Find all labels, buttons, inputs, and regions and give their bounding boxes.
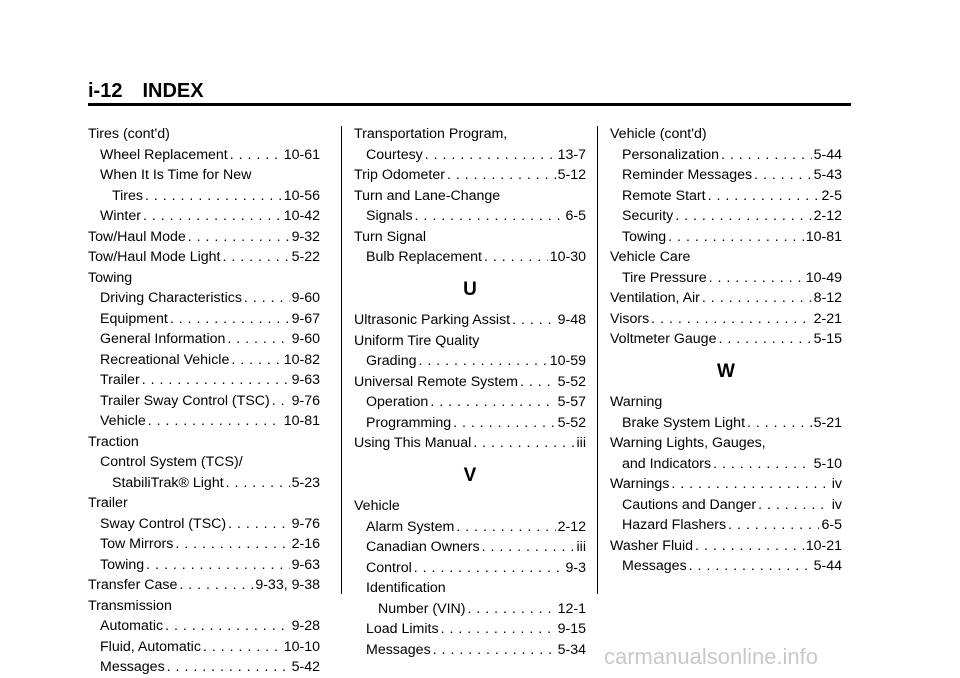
page-reference: 8-12 <box>813 290 842 306</box>
index-entry <box>88 329 320 350</box>
entry-term: Driving Characteristics <box>100 290 242 306</box>
index-entry <box>610 165 842 186</box>
index-column-3 <box>610 124 842 577</box>
leader-dots <box>484 247 548 268</box>
entry-term: Warning Lights, Gauges, <box>610 435 766 451</box>
entry-term: Voltmeter Gauge <box>610 331 717 347</box>
entry-term: Transfer Case <box>88 577 178 593</box>
page-reference: 10-21 <box>805 537 842 554</box>
leader-dots <box>231 350 281 371</box>
entry-term: Canadian Owners <box>366 539 480 555</box>
entry-term: Tire Pressure <box>622 269 707 286</box>
index-entry <box>354 413 586 434</box>
index-entry <box>354 247 586 268</box>
entry-term: Traction <box>88 433 139 450</box>
page-reference: 10-81 <box>283 413 320 429</box>
leader-dots <box>671 474 829 495</box>
page-reference: 5-57 <box>557 394 586 410</box>
leader-dots <box>414 558 564 579</box>
entry-term: Load Limits <box>366 621 439 637</box>
index-entry <box>88 493 320 514</box>
leader-dots <box>456 517 555 538</box>
entry-term: Vehicle <box>354 498 400 514</box>
entry-term: Uniform Tire Quality <box>354 332 480 349</box>
leader-dots <box>223 247 290 268</box>
entry-term: Warnings <box>610 476 670 492</box>
entry-term: Equipment <box>100 310 168 327</box>
leader-dots <box>689 556 812 577</box>
entry-term: Personalization <box>622 146 720 163</box>
index-entry <box>610 495 842 516</box>
entry-term: General Information <box>100 331 226 347</box>
index-entry <box>354 578 586 599</box>
index-entry <box>354 206 586 227</box>
index-entry <box>88 145 320 166</box>
leader-dots <box>415 206 564 227</box>
entry-term: Messages <box>622 558 687 574</box>
page-reference: 5-42 <box>291 659 320 675</box>
page-reference: 5-22 <box>291 249 320 265</box>
index-entry <box>354 599 586 620</box>
index-entry <box>354 558 586 579</box>
page-reference: 12-1 <box>557 600 586 617</box>
leader-dots <box>425 145 556 166</box>
leader-dots <box>728 515 819 536</box>
entry-term: Hazard Flashers <box>622 517 727 533</box>
page-reference: 5-15 <box>813 331 842 347</box>
index-column-1 <box>88 124 320 678</box>
leader-dots <box>651 309 811 330</box>
index-entry <box>88 596 320 617</box>
page-reference: iv <box>831 496 842 513</box>
section-letter: U <box>463 278 477 300</box>
entry-term: Universal Remote System <box>354 373 518 390</box>
entry-term: Control <box>366 559 412 576</box>
entry-term: Operation <box>366 394 429 410</box>
index-entry <box>354 351 586 372</box>
index-entry <box>88 555 320 576</box>
page-reference: iii <box>576 435 586 451</box>
index-entry <box>88 350 320 371</box>
section-letter: V <box>463 464 477 486</box>
leader-dots <box>170 309 290 330</box>
entry-term: Towing <box>88 269 133 286</box>
watermark: carmanualsonline.info <box>604 644 819 669</box>
entry-term: Reminder Messages <box>622 167 753 183</box>
index-entry <box>610 227 842 248</box>
page-reference: 10-81 <box>805 228 842 245</box>
page-reference: 5-10 <box>813 455 842 472</box>
index-entry <box>354 145 586 166</box>
page-reference: 10-49 <box>805 269 842 286</box>
column-divider <box>341 126 342 594</box>
leader-dots <box>713 454 811 475</box>
page-header <box>88 80 224 103</box>
leader-dots <box>482 537 575 558</box>
leader-dots <box>272 391 290 412</box>
page-reference: 9-48 <box>557 312 586 328</box>
entry-term: Washer Fluid <box>610 537 694 554</box>
entry-term: Transmission <box>88 597 172 614</box>
entry-term: Turn and Lane-Change <box>354 187 501 204</box>
index-entry <box>88 473 320 494</box>
entry-term: StabiliTrak® Light <box>112 474 224 491</box>
entry-term: Tires <box>112 187 144 204</box>
index-entry <box>610 392 842 413</box>
index-entry <box>88 575 320 596</box>
entry-term: Ventilation, Air <box>610 290 700 306</box>
page-reference: 6-5 <box>821 517 842 533</box>
leader-dots <box>668 227 804 248</box>
leader-dots <box>718 329 811 350</box>
entry-term: Number (VIN) <box>378 600 466 617</box>
entry-term: Vehicle <box>100 413 146 429</box>
leader-dots <box>754 165 811 186</box>
index-entry <box>88 309 320 330</box>
page-reference: 9-33, 9-38 <box>255 577 320 593</box>
leader-dots <box>143 206 282 227</box>
index-entry <box>88 657 320 678</box>
page-reference: 5-34 <box>557 641 586 658</box>
index-entry <box>354 227 586 248</box>
leader-dots <box>203 637 282 658</box>
entry-term: Identification <box>366 580 446 596</box>
index-entry <box>88 186 320 207</box>
leader-dots <box>167 657 290 678</box>
index-entry <box>88 637 320 658</box>
index-entry <box>88 206 320 227</box>
entry-term: Automatic <box>100 618 164 634</box>
page-reference: 10-61 <box>283 146 320 163</box>
entry-term: Grading <box>366 353 417 369</box>
index-entry <box>88 288 320 309</box>
leader-dots <box>179 575 253 596</box>
index-entry <box>88 227 320 248</box>
index-entry <box>610 247 842 268</box>
leader-dots <box>148 411 282 432</box>
index-entry <box>88 165 320 186</box>
page-reference: 9-76 <box>291 515 320 532</box>
page-reference: iii <box>576 539 586 555</box>
page-reference: 2-16 <box>291 536 320 552</box>
index-entry <box>88 268 320 289</box>
index-entry <box>610 145 842 166</box>
entry-term: Winter <box>100 208 141 224</box>
page-reference: 10-82 <box>283 351 320 368</box>
index-entry <box>610 556 842 577</box>
index-entry <box>354 186 586 207</box>
page-reference: 5-23 <box>291 474 320 491</box>
entry-term: Visors <box>610 310 650 327</box>
leader-dots <box>447 165 556 186</box>
leader-dots <box>520 372 556 393</box>
index-entry <box>610 329 842 350</box>
entry-term: Transportation Program, <box>354 126 508 142</box>
section-letter: W <box>717 360 735 382</box>
entry-term: Bulb Replacement <box>366 249 482 265</box>
page-reference: 5-44 <box>813 558 842 574</box>
page-reference: iv <box>831 476 842 492</box>
entry-term: Messages <box>100 659 165 675</box>
page-reference: 2-5 <box>821 187 842 204</box>
index-entry <box>610 474 842 495</box>
index-entry <box>610 515 842 536</box>
entry-term: Tires (cont'd) <box>88 126 170 142</box>
entry-term: Control System (TCS)/ <box>100 454 243 470</box>
index-entry <box>354 392 586 413</box>
index-entry <box>354 331 586 352</box>
entry-term: Tow Mirrors <box>100 536 174 552</box>
column-divider <box>597 126 598 594</box>
entry-term: Trip Odometer <box>354 167 445 183</box>
leader-dots <box>468 599 556 620</box>
entry-term: Signals <box>366 208 413 224</box>
index-entry <box>610 288 842 309</box>
entry-term: Messages <box>366 641 431 658</box>
page-reference: 2-12 <box>557 518 586 535</box>
page-reference: 9-63 <box>291 372 320 388</box>
entry-term: and Indicators <box>622 455 712 472</box>
index-entry <box>88 124 320 145</box>
index-entry <box>610 536 842 557</box>
page-reference: 5-44 <box>813 146 842 163</box>
entry-term: Trailer <box>100 372 140 388</box>
index-entry <box>88 411 320 432</box>
entry-term: Security <box>622 208 674 224</box>
index-entry <box>88 534 320 555</box>
index-entry <box>88 247 320 268</box>
index-entry <box>88 452 320 473</box>
page-reference: 9-32 <box>291 228 320 245</box>
page-reference: 10-10 <box>283 638 320 655</box>
header-rule <box>88 103 851 106</box>
entry-term: When It Is Time for New <box>100 167 252 183</box>
index-entry <box>354 372 586 393</box>
entry-term: Turn Signal <box>354 228 427 245</box>
index-entry <box>610 206 842 227</box>
page-reference: 5-52 <box>557 414 586 431</box>
leader-dots <box>244 288 290 309</box>
page-reference: 9-60 <box>291 331 320 347</box>
page-reference: 9-15 <box>557 621 586 637</box>
index-entry <box>88 370 320 391</box>
index-column-2 <box>354 124 586 660</box>
index-entry <box>354 165 586 186</box>
entry-term: Cautions and Danger <box>622 496 757 513</box>
entry-term: Towing <box>622 228 667 245</box>
entry-term: Trailer Sway Control (TSC) <box>100 392 270 409</box>
leader-dots <box>709 268 804 289</box>
index-entry <box>354 537 586 558</box>
entry-term: Tow/Haul Mode Light <box>88 249 221 265</box>
entry-term: Tow/Haul Mode <box>88 228 186 245</box>
page-reference: 13-7 <box>557 146 586 163</box>
page-reference: 10-59 <box>549 353 586 369</box>
page-reference: 5-52 <box>557 373 586 390</box>
page-reference: 10-42 <box>283 208 320 224</box>
entry-term: Vehicle (cont'd) <box>610 126 707 142</box>
page-reference: 2-12 <box>813 208 842 224</box>
page-reference: 10-56 <box>283 187 320 204</box>
entry-term: Recreational Vehicle <box>100 351 230 368</box>
leader-dots <box>418 351 547 372</box>
leader-dots <box>675 206 811 227</box>
entry-term: Brake System Light <box>622 414 746 431</box>
page-reference: 2-21 <box>813 310 842 327</box>
leader-dots <box>430 392 555 413</box>
index-entry <box>610 433 842 454</box>
entry-term: Trailer <box>88 495 128 511</box>
page-reference: 9-76 <box>291 392 320 409</box>
index-entry <box>610 309 842 330</box>
leader-dots <box>512 310 555 331</box>
page-reference: 6-5 <box>565 208 586 224</box>
index-entry <box>354 517 586 538</box>
entry-term: Towing <box>100 556 145 573</box>
index-entry <box>610 413 842 434</box>
page-reference: 9-60 <box>291 290 320 306</box>
page-title: INDEX <box>142 80 204 102</box>
leader-dots <box>145 186 282 207</box>
entry-term: Programming <box>366 414 452 431</box>
index-entry <box>354 310 586 331</box>
index-entry <box>610 124 842 145</box>
page-reference: 5-43 <box>813 167 842 183</box>
page-reference: 9-28 <box>291 618 320 634</box>
index-entry <box>610 186 842 207</box>
index-entry <box>88 391 320 412</box>
entry-term: Vehicle Care <box>610 249 691 265</box>
index-entry <box>354 640 586 661</box>
leader-dots <box>747 413 812 434</box>
page-reference: 9-3 <box>565 559 586 576</box>
index-entry <box>610 268 842 289</box>
leader-dots <box>453 413 555 434</box>
entry-term: Warning <box>610 394 663 410</box>
entry-term: Using This Manual <box>354 435 472 451</box>
leader-dots <box>441 619 556 640</box>
entry-term: Courtesy <box>366 146 423 163</box>
entry-term: Alarm System <box>366 518 455 535</box>
page-reference: 9-67 <box>291 310 320 327</box>
entry-term: Remote Start <box>622 187 706 204</box>
leader-dots <box>473 433 574 454</box>
leader-dots <box>146 555 289 576</box>
leader-dots <box>708 186 820 207</box>
leader-dots <box>226 473 290 494</box>
entry-term: Ultrasonic Parking Assist <box>354 312 511 328</box>
index-entry <box>88 616 320 637</box>
leader-dots <box>227 329 289 350</box>
entry-term: Sway Control (TSC) <box>100 515 227 532</box>
index-entry <box>354 496 586 517</box>
leader-dots <box>188 227 290 248</box>
index-entry <box>354 433 586 454</box>
leader-dots <box>230 145 282 166</box>
leader-dots <box>142 370 290 391</box>
index-entry <box>354 619 586 640</box>
index-entry <box>354 124 586 145</box>
entry-term: Wheel Replacement <box>100 146 228 163</box>
page-reference: 5-21 <box>813 414 842 431</box>
page-number: i-12 <box>88 80 123 102</box>
leader-dots <box>175 534 289 555</box>
leader-dots <box>695 536 804 557</box>
leader-dots <box>721 145 812 166</box>
leader-dots <box>758 495 830 516</box>
leader-dots <box>165 616 290 637</box>
entry-term: Fluid, Automatic <box>100 638 201 655</box>
index-entry <box>610 454 842 475</box>
leader-dots <box>228 514 289 535</box>
leader-dots <box>702 288 812 309</box>
index-entry <box>88 432 320 453</box>
page-reference: 5-12 <box>557 167 586 183</box>
page-reference: 10-30 <box>549 249 586 265</box>
leader-dots <box>433 640 556 661</box>
page-reference: 9-63 <box>291 556 320 573</box>
index-entry <box>88 514 320 535</box>
